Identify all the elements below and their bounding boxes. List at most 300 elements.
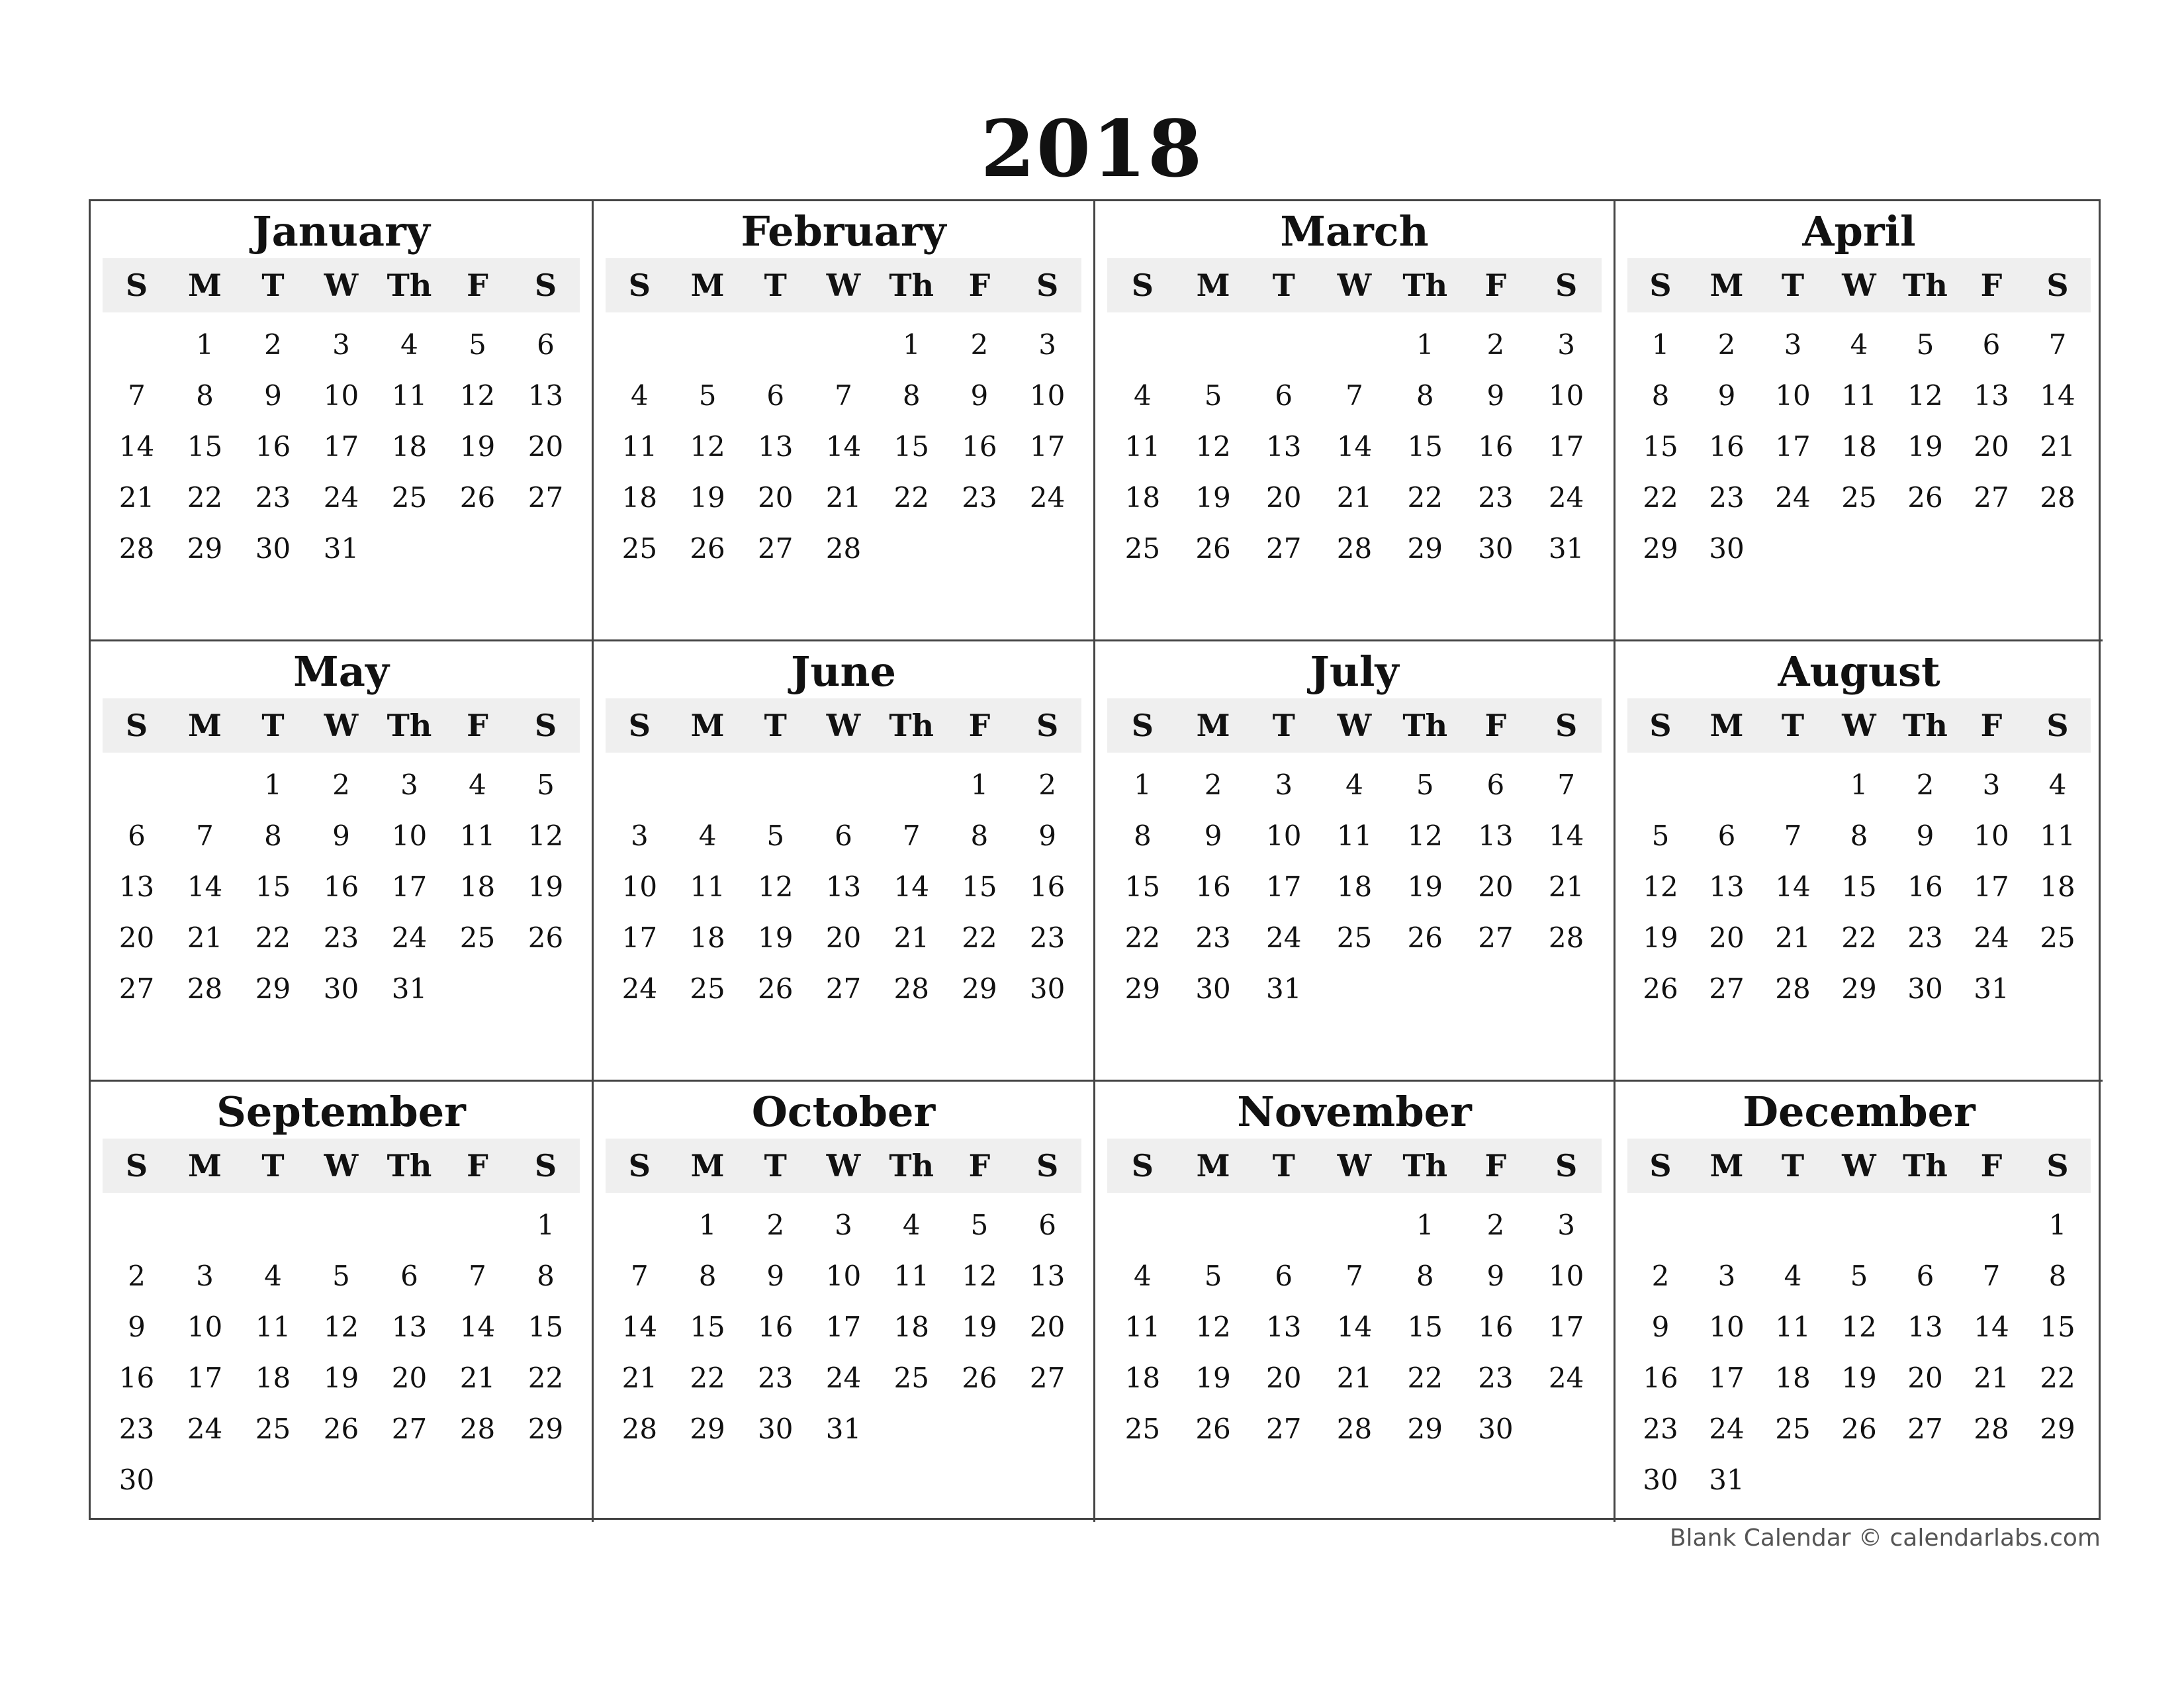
month-name: February <box>741 207 946 256</box>
day-cell: 7 <box>630 1260 649 1292</box>
month-name: March <box>1280 207 1429 256</box>
day-cell: 18 <box>1124 481 1161 514</box>
day-cell: 16 <box>962 430 997 463</box>
weekday-header: T <box>764 267 787 303</box>
day-cell: 20 <box>1478 870 1514 903</box>
weekday-header-row <box>606 698 1081 753</box>
day-cell: 2 <box>1486 328 1505 361</box>
day-cell: 1 <box>2048 1209 2067 1241</box>
day-cell: 11 <box>1841 379 1877 412</box>
weekday-header: T <box>261 1148 285 1184</box>
day-cell: 19 <box>1195 481 1231 514</box>
day-cell: 11 <box>621 430 658 463</box>
day-cell: 18 <box>1124 1362 1161 1394</box>
day-cell: 30 <box>1478 1413 1514 1445</box>
day-cell: 8 <box>970 820 989 852</box>
empty-day-cell <box>1760 759 1826 810</box>
month-july <box>1095 641 1615 1082</box>
day-cell: 3 <box>835 1209 852 1241</box>
day-cell: 18 <box>1775 1362 1811 1394</box>
empty-day-cell <box>171 1199 239 1250</box>
day-cell: 13 <box>758 430 794 463</box>
day-cell: 2 <box>1651 1260 1670 1292</box>
year-title: 2018 <box>980 103 1204 195</box>
day-cell: 22 <box>255 921 291 954</box>
day-cell: 23 <box>1195 921 1231 954</box>
day-cell: 20 <box>391 1362 428 1394</box>
day-cell: 25 <box>621 532 658 565</box>
day-cell: 19 <box>1841 1362 1877 1394</box>
day-cell: 17 <box>1709 1362 1745 1394</box>
empty-day-cell <box>674 319 742 370</box>
empty-day-cell <box>103 1199 171 1250</box>
day-cell: 31 <box>1548 532 1584 565</box>
month-march <box>1095 201 1615 641</box>
weekday-header: S <box>1036 267 1059 303</box>
day-cell: 1 <box>970 769 989 801</box>
day-cell: 19 <box>1643 921 1678 954</box>
day-cell: 14 <box>187 870 223 903</box>
day-cell: 28 <box>118 532 155 565</box>
day-cell: 5 <box>1204 379 1222 412</box>
day-cell: 30 <box>118 1464 155 1496</box>
day-grid <box>606 1199 1081 1454</box>
day-cell: 19 <box>962 1311 997 1343</box>
day-cell: 20 <box>758 481 794 514</box>
day-cell: 14 <box>118 430 155 463</box>
day-cell: 29 <box>527 1413 564 1445</box>
weekday-header: S <box>2046 708 2069 743</box>
month-name: September <box>216 1088 466 1136</box>
day-cell: 15 <box>962 870 997 903</box>
day-cell: 7 <box>1345 1260 1363 1292</box>
day-cell: 23 <box>255 481 291 514</box>
day-cell: 25 <box>391 481 428 514</box>
day-cell: 22 <box>1407 1362 1443 1394</box>
weekday-header: W <box>1337 1148 1372 1184</box>
day-cell: 12 <box>758 870 794 903</box>
day-cell: 29 <box>1124 972 1161 1005</box>
weekday-header: S <box>1555 267 1578 303</box>
day-cell: 6 <box>1916 1260 1934 1292</box>
day-cell: 3 <box>1557 1209 1575 1241</box>
day-cell: 3 <box>1982 769 2001 801</box>
day-cell: 13 <box>1266 430 1302 463</box>
day-cell: 22 <box>1407 481 1443 514</box>
day-cell: 31 <box>1974 972 2009 1005</box>
day-cell: 14 <box>1974 1311 2009 1343</box>
day-cell: 29 <box>690 1413 725 1445</box>
empty-day-cell <box>1826 1199 1892 1250</box>
day-cell: 20 <box>527 430 564 463</box>
weekday-header: M <box>1709 708 1744 743</box>
day-cell: 12 <box>459 379 496 412</box>
day-cell: 27 <box>391 1413 428 1445</box>
weekday-header: T <box>1272 267 1295 303</box>
day-cell: 10 <box>825 1260 862 1292</box>
day-cell: 21 <box>893 921 929 954</box>
day-cell: 26 <box>323 1413 359 1445</box>
day-cell: 7 <box>128 379 146 412</box>
day-cell: 6 <box>1717 820 1736 852</box>
day-cell: 19 <box>323 1362 359 1394</box>
empty-day-cell <box>809 759 878 810</box>
day-cell: 17 <box>323 430 359 463</box>
day-cell: 14 <box>1336 430 1373 463</box>
day-cell: 13 <box>1709 870 1745 903</box>
weekday-header: S <box>628 708 651 743</box>
day-cell: 20 <box>1709 921 1745 954</box>
empty-day-cell <box>1319 319 1390 370</box>
month-name: December <box>1743 1088 1976 1136</box>
weekday-header: M <box>690 708 725 743</box>
day-cell: 15 <box>187 430 223 463</box>
day-cell: 18 <box>1841 430 1877 463</box>
day-cell: 10 <box>1548 1260 1584 1292</box>
day-cell: 28 <box>187 972 223 1005</box>
day-cell: 5 <box>1204 1260 1222 1292</box>
day-cell: 8 <box>264 820 282 852</box>
day-cell: 11 <box>1124 1311 1161 1343</box>
day-cell: 21 <box>621 1362 658 1394</box>
day-cell: 10 <box>1974 820 2009 852</box>
day-cell: 5 <box>766 820 785 852</box>
day-cell: 1 <box>196 328 214 361</box>
day-cell: 18 <box>391 430 428 463</box>
weekday-header: S <box>1131 708 1154 743</box>
month-january <box>91 201 594 641</box>
weekday-header: S <box>1649 1148 1672 1184</box>
day-grid <box>1107 1199 1602 1454</box>
month-name: November <box>1237 1088 1472 1136</box>
day-cell: 18 <box>255 1362 291 1394</box>
day-cell: 11 <box>2040 820 2075 852</box>
weekday-header: Th <box>387 1148 432 1184</box>
day-cell: 12 <box>1195 430 1231 463</box>
day-cell: 22 <box>2040 1362 2075 1394</box>
day-cell: 15 <box>1841 870 1877 903</box>
day-cell: 4 <box>264 1260 282 1292</box>
empty-day-cell <box>1627 759 1694 810</box>
weekday-header-row <box>1627 698 2091 753</box>
day-cell: 9 <box>766 1260 785 1292</box>
day-cell: 29 <box>1841 972 1877 1005</box>
day-cell: 28 <box>1775 972 1811 1005</box>
day-cell: 27 <box>1029 1362 1066 1394</box>
weekday-header-row <box>1107 1139 1602 1193</box>
day-cell: 3 <box>400 769 418 801</box>
day-cell: 5 <box>537 769 555 801</box>
weekday-header: S <box>1036 708 1059 743</box>
day-cell: 26 <box>1195 532 1231 565</box>
day-cell: 9 <box>332 820 350 852</box>
day-cell: 26 <box>962 1362 997 1394</box>
day-cell: 22 <box>1124 921 1161 954</box>
day-cell: 24 <box>1709 1413 1745 1445</box>
day-cell: 18 <box>893 1311 929 1343</box>
day-cell: 1 <box>1416 1209 1434 1241</box>
day-cell: 23 <box>1709 481 1745 514</box>
day-grid <box>1107 319 1602 574</box>
day-grid <box>1107 759 1602 1014</box>
day-cell: 28 <box>621 1413 658 1445</box>
empty-day-cell <box>809 319 878 370</box>
day-grid <box>606 759 1081 1014</box>
day-cell: 28 <box>893 972 929 1005</box>
weekday-header: T <box>1272 708 1295 743</box>
day-grid <box>103 759 580 1014</box>
day-cell: 24 <box>391 921 428 954</box>
day-cell: 11 <box>255 1311 291 1343</box>
day-cell: 6 <box>1486 769 1505 801</box>
weekday-header-row <box>1107 258 1602 312</box>
month-june <box>594 641 1095 1082</box>
day-cell: 31 <box>323 532 359 565</box>
day-cell: 7 <box>1982 1260 2001 1292</box>
empty-day-cell <box>375 1199 443 1250</box>
day-cell: 19 <box>1195 1362 1231 1394</box>
day-cell: 13 <box>1478 820 1514 852</box>
day-cell: 21 <box>459 1362 496 1394</box>
day-cell: 12 <box>1643 870 1678 903</box>
month-name: June <box>791 647 896 696</box>
day-cell: 27 <box>527 481 564 514</box>
day-cell: 29 <box>2040 1413 2075 1445</box>
day-cell: 24 <box>1974 921 2009 954</box>
day-cell: 5 <box>1651 820 1670 852</box>
day-cell: 6 <box>766 379 785 412</box>
day-cell: 4 <box>902 1209 921 1241</box>
day-cell: 15 <box>893 430 929 463</box>
month-may <box>91 641 594 1082</box>
day-cell: 22 <box>893 481 929 514</box>
weekday-header: M <box>188 267 222 303</box>
day-cell: 11 <box>459 820 496 852</box>
weekday-header: Th <box>889 267 934 303</box>
day-cell: 25 <box>1124 1413 1161 1445</box>
weekday-header: W <box>1842 708 1876 743</box>
month-february <box>594 201 1095 641</box>
day-cell: 10 <box>323 379 359 412</box>
month-name: August <box>1778 647 1940 696</box>
day-cell: 4 <box>1850 328 1868 361</box>
day-cell: 16 <box>118 1362 155 1394</box>
day-cell: 1 <box>698 1209 717 1241</box>
day-cell: 3 <box>1038 328 1056 361</box>
day-cell: 26 <box>1907 481 1943 514</box>
day-cell: 8 <box>537 1260 555 1292</box>
day-cell: 7 <box>1345 379 1363 412</box>
day-cell: 5 <box>332 1260 350 1292</box>
weekday-header: Th <box>889 1148 934 1184</box>
day-cell: 8 <box>1651 379 1670 412</box>
weekday-header: Th <box>1402 1148 1448 1184</box>
day-cell: 14 <box>1336 1311 1373 1343</box>
day-cell: 22 <box>1643 481 1678 514</box>
empty-day-cell <box>1694 759 1760 810</box>
day-cell: 21 <box>1548 870 1584 903</box>
day-cell: 25 <box>2040 921 2075 954</box>
weekday-header: T <box>764 708 787 743</box>
day-cell: 1 <box>1133 769 1152 801</box>
day-cell: 26 <box>1195 1413 1231 1445</box>
weekday-header: F <box>467 1148 488 1184</box>
empty-day-cell <box>606 759 674 810</box>
day-cell: 6 <box>835 820 852 852</box>
month-name: October <box>751 1088 936 1136</box>
day-cell: 19 <box>690 481 725 514</box>
day-cell: 13 <box>118 870 155 903</box>
day-cell: 12 <box>1195 1311 1231 1343</box>
day-cell: 10 <box>1548 379 1584 412</box>
month-september <box>91 1082 594 1522</box>
empty-day-cell <box>1627 1199 1694 1250</box>
day-cell: 4 <box>1345 769 1363 801</box>
weekday-header: F <box>467 267 488 303</box>
weekday-header: W <box>1842 1148 1876 1184</box>
day-cell: 14 <box>621 1311 658 1343</box>
footer-credit: Blank Calendar © calendarlabs.com <box>1669 1524 2101 1552</box>
weekday-header: F <box>968 1148 991 1184</box>
weekday-header-row <box>1627 1139 2091 1193</box>
day-cell: 15 <box>527 1311 564 1343</box>
day-cell: 25 <box>1124 532 1161 565</box>
day-cell: 13 <box>825 870 862 903</box>
day-cell: 1 <box>264 769 282 801</box>
day-cell: 17 <box>187 1362 223 1394</box>
day-cell: 25 <box>1775 1413 1811 1445</box>
day-cell: 18 <box>459 870 496 903</box>
day-cell: 20 <box>1907 1362 1943 1394</box>
day-cell: 27 <box>118 972 155 1005</box>
weekday-header: Th <box>1402 267 1448 303</box>
day-cell: 24 <box>1266 921 1302 954</box>
weekday-header: T <box>1781 1148 1805 1184</box>
month-name: July <box>1310 647 1399 696</box>
month-november <box>1095 1082 1615 1522</box>
day-cell: 17 <box>1548 430 1584 463</box>
weekday-header: S <box>1131 267 1154 303</box>
empty-day-cell <box>103 759 171 810</box>
day-cell: 24 <box>187 1413 223 1445</box>
day-cell: 19 <box>527 870 564 903</box>
weekday-header: M <box>1196 708 1230 743</box>
day-cell: 16 <box>255 430 291 463</box>
weekday-header: F <box>968 708 991 743</box>
day-cell: 21 <box>2040 430 2075 463</box>
day-cell: 27 <box>1907 1413 1943 1445</box>
weekday-header: F <box>1980 708 2003 743</box>
weekday-header: W <box>1337 267 1372 303</box>
weekday-header: W <box>324 267 359 303</box>
day-cell: 5 <box>1416 769 1434 801</box>
day-cell: 23 <box>758 1362 794 1394</box>
day-cell: 17 <box>1548 1311 1584 1343</box>
day-cell: 9 <box>1651 1311 1670 1343</box>
day-cell: 14 <box>459 1311 496 1343</box>
day-cell: 3 <box>1784 328 1802 361</box>
day-cell: 31 <box>1709 1464 1745 1496</box>
day-cell: 12 <box>690 430 725 463</box>
day-cell: 28 <box>1548 921 1584 954</box>
day-grid <box>103 319 580 574</box>
day-cell: 7 <box>196 820 214 852</box>
empty-day-cell <box>1107 319 1178 370</box>
weekday-header: F <box>1484 267 1507 303</box>
day-cell: 25 <box>690 972 725 1005</box>
weekday-header: F <box>467 708 488 743</box>
empty-day-cell <box>1694 1199 1760 1250</box>
day-cell: 16 <box>758 1311 794 1343</box>
day-cell: 25 <box>893 1362 929 1394</box>
day-cell: 18 <box>690 921 725 954</box>
day-cell: 16 <box>1195 870 1231 903</box>
day-cell: 24 <box>621 972 658 1005</box>
day-cell: 29 <box>1407 532 1443 565</box>
day-cell: 23 <box>1643 1413 1678 1445</box>
day-cell: 13 <box>391 1311 428 1343</box>
day-cell: 26 <box>1407 921 1443 954</box>
weekday-header: S <box>125 708 148 743</box>
day-cell: 25 <box>1336 921 1373 954</box>
day-cell: 6 <box>1038 1209 1056 1241</box>
weekday-header: M <box>1196 1148 1230 1184</box>
weekday-header: M <box>690 1148 725 1184</box>
day-cell: 24 <box>1029 481 1066 514</box>
month-name: January <box>252 207 430 256</box>
day-cell: 23 <box>118 1413 155 1445</box>
day-cell: 14 <box>1775 870 1811 903</box>
month-october <box>594 1082 1095 1522</box>
day-cell: 10 <box>621 870 658 903</box>
day-cell: 2 <box>1204 769 1222 801</box>
month-august <box>1615 641 2103 1082</box>
day-cell: 2 <box>970 328 989 361</box>
weekday-header: S <box>2046 267 2069 303</box>
day-cell: 23 <box>962 481 997 514</box>
day-cell: 30 <box>1643 1464 1678 1496</box>
weekday-header: F <box>1980 1148 2003 1184</box>
weekday-header: T <box>1781 267 1805 303</box>
day-cell: 29 <box>1643 532 1678 565</box>
day-cell: 23 <box>1029 921 1066 954</box>
weekday-header-row <box>1627 258 2091 312</box>
day-cell: 31 <box>391 972 428 1005</box>
empty-day-cell <box>443 1199 512 1250</box>
day-cell: 17 <box>621 921 658 954</box>
day-cell: 15 <box>2040 1311 2075 1343</box>
empty-day-cell <box>1248 319 1319 370</box>
day-grid <box>606 319 1081 574</box>
weekday-header: Th <box>1903 267 1948 303</box>
empty-day-cell <box>878 759 946 810</box>
day-cell: 15 <box>1407 430 1443 463</box>
day-cell: 23 <box>1478 481 1514 514</box>
day-cell: 29 <box>962 972 997 1005</box>
weekday-header: W <box>826 1148 861 1184</box>
day-cell: 2 <box>1717 328 1736 361</box>
day-cell: 9 <box>1916 820 1934 852</box>
day-cell: 10 <box>391 820 428 852</box>
day-cell: 23 <box>1907 921 1943 954</box>
day-cell: 14 <box>1548 820 1584 852</box>
weekday-header: M <box>1196 267 1230 303</box>
day-cell: 9 <box>1038 820 1056 852</box>
day-cell: 27 <box>1266 532 1302 565</box>
day-cell: 10 <box>1029 379 1066 412</box>
day-cell: 11 <box>1775 1311 1811 1343</box>
weekday-header-row <box>103 1139 580 1193</box>
